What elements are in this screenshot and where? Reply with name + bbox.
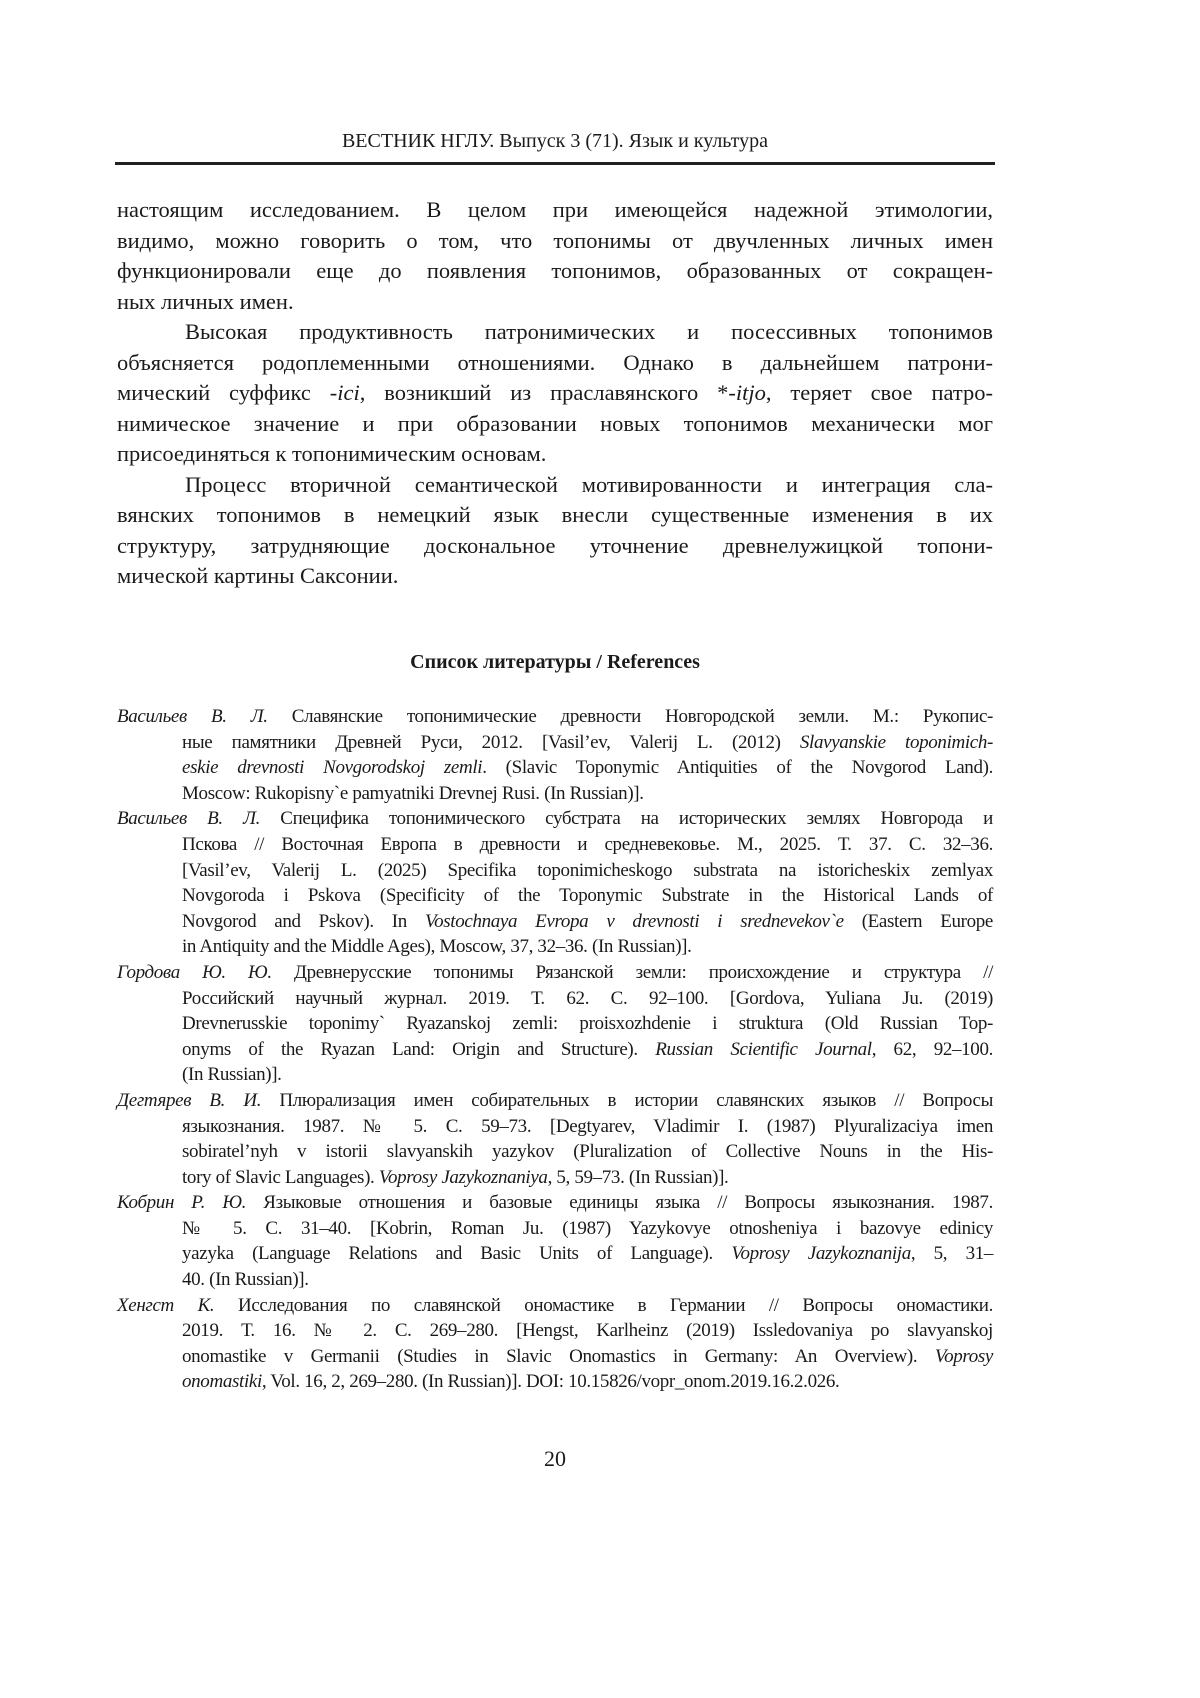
text-run: языкознания. 1987. № 5. С. 59–73. [Degtyarev, Vladimir I. (1987) Plyuralizaciya imen xyxy=(182,1116,993,1137)
reference-entry xyxy=(117,1190,993,1292)
reference-entry xyxy=(117,1088,993,1190)
references-heading: Список литературы / References xyxy=(117,651,993,674)
reference-entry xyxy=(117,960,993,1088)
text-run: , 5, 59–73. (In Russian)]. xyxy=(548,1167,729,1188)
text-run: Славянские топонимические древности Новгородской земли. М.: Рукопис- xyxy=(268,706,993,727)
text-run: ных личных имен. xyxy=(117,289,294,314)
italic-text: Vostochnaya Evropa v drevnosti i srednevekov`e xyxy=(425,911,844,932)
reference-line xyxy=(117,755,993,781)
body-text xyxy=(117,195,993,592)
reference-line xyxy=(117,1062,993,1088)
italic-text: Russian Scientific Journal xyxy=(655,1039,871,1060)
reference-line xyxy=(117,1369,993,1395)
text-run: , Vol. 16, 2, 269–280. (In Russian)]. DOI: 10.15826/vopr_onom.2019.16.2.026. xyxy=(262,1371,840,1392)
header-rule xyxy=(115,162,995,165)
reference-line xyxy=(117,1139,993,1165)
italic-text: eskie drevnosti Novgorodskoj zemli xyxy=(182,757,482,778)
paragraph-line xyxy=(117,256,993,287)
text-run: мический суффикс xyxy=(117,380,330,405)
paragraph-line xyxy=(117,470,993,501)
paragraph xyxy=(117,317,993,470)
reference-line xyxy=(117,934,993,960)
reference-line xyxy=(117,1344,993,1370)
paragraph-line xyxy=(117,531,993,562)
reference-line xyxy=(117,832,993,858)
paragraph xyxy=(117,470,993,592)
reference-line xyxy=(117,1037,993,1063)
text-run: ные памятники Древней Руси, 2012. [Vasil’ev, Valerij L. (2012) xyxy=(182,732,800,753)
italic-text: Voprosy xyxy=(935,1346,993,1367)
italic-text: onomastiki xyxy=(182,1371,262,1392)
text-run: видимо, можно говорить о том, что топонимы от двучленных личных имен xyxy=(117,228,993,253)
text-run: . (Slavic Toponymic Antiquities of the Novgorod Land). xyxy=(482,757,993,778)
text-run: sobiratel’nyh v istorii slavyanskih yazykov (Pluralization of Collective Nouns in the His- xyxy=(182,1141,993,1162)
italic-text: Дегтярев В. И. xyxy=(117,1090,261,1111)
page-number: 20 xyxy=(117,1446,993,1472)
text-run: Процесс вторичной семантической мотивированности и интеграция сла- xyxy=(185,472,993,497)
italic-text: Slavyanskie toponimich- xyxy=(800,732,993,753)
references-list xyxy=(117,704,993,1395)
text-run: Drevnerusskie toponimy` Ryazanskoj zemli: proisxozhdenie i struktura (Old Russian Top- xyxy=(182,1013,993,1034)
text-run: Novgoroda i Pskova (Specificity of the Toponymic Substrate in the Historical Lands of xyxy=(182,885,993,906)
reference-line xyxy=(117,1165,993,1191)
text-run: Российский научный журнал. 2019. Т. 62. С. 92–100. [Gordova, Yuliana Ju. (2019) xyxy=(182,988,993,1009)
reference-line xyxy=(117,704,993,730)
reference-line xyxy=(117,858,993,884)
text-run: Высокая продуктивность патронимических и посессивных топонимов xyxy=(185,319,993,344)
text-run: нимическое значение и при образовании новых топонимов механически мог xyxy=(117,411,993,436)
text-run: , 5, 31– xyxy=(911,1243,993,1264)
text-run: Пскова // Восточная Европа в древности и средневековье. М., 2025. Т. 37. С. 32–36. xyxy=(182,834,993,855)
text-run: объясняется родоплеменными отношениями. Однако в дальнейшем патрони- xyxy=(117,350,993,375)
paragraph-line xyxy=(117,561,993,592)
text-run: onomastike v Germanii (Studies in Slavic Onomastics in Germany: An Overview). xyxy=(182,1346,935,1367)
text-run: , 62, 92–100. xyxy=(872,1039,993,1060)
reference-line xyxy=(117,1114,993,1140)
paragraph-line xyxy=(117,378,993,409)
text-run: вянских топонимов в немецкий язык внесли существенные изменения в их xyxy=(117,502,993,527)
text-run: (Eastern Europe xyxy=(844,911,993,932)
italic-text: Васильев В. Л. xyxy=(117,808,260,829)
italic-text: -ici xyxy=(330,380,360,405)
paragraph-line xyxy=(117,348,993,379)
text-run: Исследования по славянской ономастике в Германии // Вопросы ономастики. xyxy=(214,1295,993,1316)
text-run: 40. (In Russian)]. xyxy=(182,1269,309,1290)
text-run: Языковые отношения и базовые единицы языка // Вопросы языкознания. 1987. xyxy=(246,1192,993,1213)
paragraph-line xyxy=(117,287,993,318)
paragraph-line xyxy=(117,226,993,257)
text-run: № 5. С. 31–40. [Kobrin, Roman Ju. (1987) Yazykovye otnosheniya i bazovye edinicy xyxy=(182,1218,993,1239)
reference-entry xyxy=(117,704,993,806)
text-run: Древнерусские топонимы Рязанской земли: происхождение и структура // xyxy=(272,962,993,983)
paragraph-line xyxy=(117,195,993,226)
text-run: мической картины Саксонии. xyxy=(117,563,398,588)
text-run: Novgorod and Pskov). In xyxy=(182,911,425,932)
text-run: yazyka (Language Relations and Basic Units of Language). xyxy=(182,1243,731,1264)
text-run: присоединяться к топонимическим основам. xyxy=(117,441,546,466)
italic-text: Васильев В. Л. xyxy=(117,706,268,727)
text-run: , теряет свое патро- xyxy=(766,380,993,405)
text-run: структуру, затрудняющие доскональное уточнение древнелужицкой топони- xyxy=(117,533,993,558)
reference-line xyxy=(117,1216,993,1242)
reference-line xyxy=(117,909,993,935)
text-run: функционировали еще до появления топонимов, образованных от сокращен- xyxy=(117,258,993,283)
reference-line xyxy=(117,1190,993,1216)
reference-line xyxy=(117,730,993,756)
italic-text: Гордова Ю. Ю. xyxy=(117,962,272,983)
text-run: Специфика топонимического субстрата на исторических землях Новгорода и xyxy=(260,808,993,829)
italic-text: Хенгст К. xyxy=(117,1295,214,1316)
running-header: ВЕСТНИК НГЛУ. Выпуск 3 (71). Язык и культура xyxy=(117,130,993,153)
italic-text: Voprosy Jazykoznaniya xyxy=(379,1167,548,1188)
text-run: Moscow: Rukopisny`e pamyatniki Drevnej Rusi. (In Russian)]. xyxy=(182,783,644,804)
text-run: tory of Slavic Languages). xyxy=(182,1167,379,1188)
text-run: , возникший из праславянского * xyxy=(360,380,729,405)
reference-line xyxy=(117,806,993,832)
reference-line xyxy=(117,1267,993,1293)
reference-line xyxy=(117,1241,993,1267)
reference-entry xyxy=(117,806,993,960)
reference-line xyxy=(117,883,993,909)
italic-text: Voprosy Jazykoznanija xyxy=(731,1243,911,1264)
text-run: (In Russian)]. xyxy=(182,1064,282,1085)
paragraph-line xyxy=(117,317,993,348)
text-run: onyms of the Ryazan Land: Origin and Structure). xyxy=(182,1039,655,1060)
reference-line xyxy=(117,960,993,986)
paragraph-line xyxy=(117,500,993,531)
reference-line xyxy=(117,1088,993,1114)
reference-line xyxy=(117,986,993,1012)
text-run: in Antiquity and the Middle Ages), Moscow, 37, 32–36. (In Russian)]. xyxy=(182,936,692,957)
text-run: настоящим исследованием. В целом при имеющейся надежной этимологии, xyxy=(117,197,993,222)
reference-line xyxy=(117,1318,993,1344)
paragraph-line xyxy=(117,439,993,470)
text-run: Плюрализация имен собирательных в истории славянских языков // Вопросы xyxy=(261,1090,993,1111)
text-run: 2019. Т. 16. № 2. С. 269–280. [Hengst, Karlheinz (2019) Issledovaniya po slavyanskoj xyxy=(182,1320,993,1341)
italic-text: -itjo xyxy=(728,380,766,405)
reference-line xyxy=(117,1011,993,1037)
text-run: [Vasil’ev, Valerij L. (2025) Specifika toponimicheskogo substrata na istoricheskix zemlyax xyxy=(182,860,993,881)
italic-text: Кобрин Р. Ю. xyxy=(117,1192,246,1213)
paragraph xyxy=(117,195,993,317)
reference-line xyxy=(117,781,993,807)
reference-entry xyxy=(117,1293,993,1395)
reference-line xyxy=(117,1293,993,1319)
paragraph-line xyxy=(117,409,993,440)
